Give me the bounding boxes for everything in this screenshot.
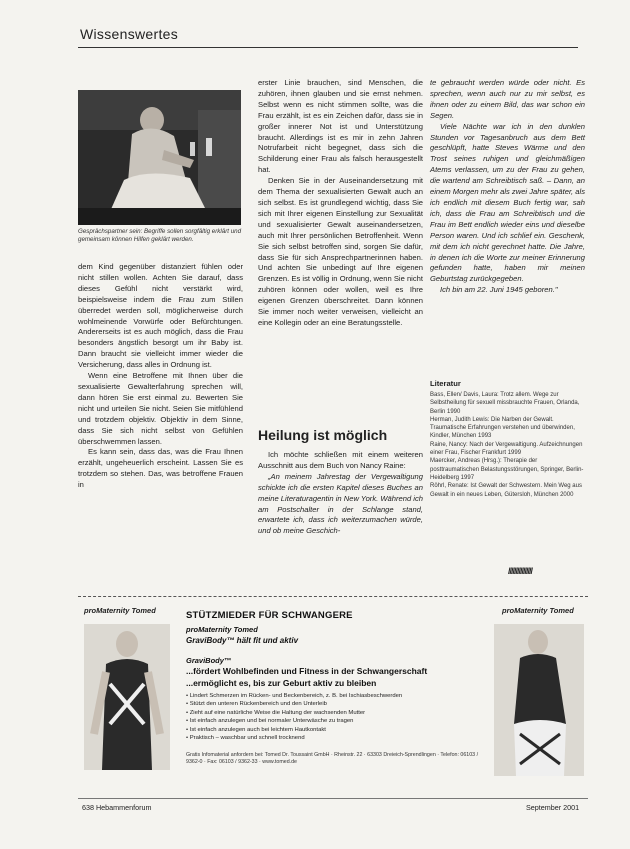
literature-entry: Röhrl, Renate: Ist Gewalt der Schwestern. Mein Weg aus Gewalt in ein neues Leben, Gütersloh, München 2000 (430, 483, 582, 498)
quote-paragraph: Ich bin am 22. Juni 1945 geboren." (440, 285, 558, 295)
footer-rule (78, 798, 588, 799)
ad-brand: proMaternity Tomed (186, 625, 258, 634)
ad-bullet: • Lindert Schmerzen im Rücken- und Beckenbereich, z. B. bei Ischiasbeschwerden (186, 692, 486, 700)
ad-contact: Gratis Infomaterial anfordern bei: Tomed Dr. Toussaint GmbH · Rheinstr. 22 · 63303 Dreieich-Sprendlingen · Telefon: 06103 / 9362-0 · Fax: 06103 / 9362-33 · www.tomed.de (186, 752, 479, 766)
ad-product-name: GraviBody™ (186, 656, 232, 665)
col1-paragraph: Es kann sein, dass das, was die Frau Ihnen erzählt, ungeheuerlich erscheint. Lassen Sie es trotzdem so stehen. Das, was betroffene Frauen in (78, 447, 243, 490)
col2-paragraph: erster Linie brauchen, sind Menschen, die zuhören, ihnen glauben und sie ernst nehmen. Selbst wenn es nicht stimmen sollte, was die Frau erzählt, ist es ein Zeichen dafür, dass sie in großer innerer Not ist und Unterstützung braucht. Allerdings ist es mir in zehn Jahren Notrufarbeit nicht begegnet, dass sich die Schilderung einer Frau als falsch herausgestellt hat. (258, 78, 423, 175)
section-heading: Heilung ist möglich (258, 427, 388, 443)
footer-date: September 2001 (526, 803, 580, 812)
ad-photo-left (84, 624, 170, 770)
header-rule (78, 47, 578, 48)
column-2 (258, 78, 423, 329)
photo-woman-seated (78, 90, 241, 225)
ad-photo-right (494, 624, 584, 776)
end-mark: //////////////// (508, 566, 533, 576)
ad-corner-label-right: proMaternity Tomed (502, 606, 574, 615)
ad-bullet: • Stützt den unteren Rückenbereich und den Unterleib (186, 700, 486, 708)
ad-bullet: • Ist einfach anzulegen auch bei leichtem Hautkontakt (186, 726, 486, 734)
ad-photo-model-left (84, 624, 170, 770)
col1-paragraph: dem Kind gegenüber distanziert fühlen oder nicht stillen wollen. Achten Sie darauf, dass dieses Gefühl nicht verstärkt wird, beispielsweise indem die Frau zum Stillen überredet werden soll, möglicherweise durch wohlmeinende Vorwürfe oder Befürchtungen. Andererseits ist es auch möglich, dass die Frau besonders ängstlich besorgt um ihr Baby ist. Dann braucht sie vielleicht immer wieder die Versicherung, dass alles in Ordnung ist. (78, 262, 243, 370)
ad-bullet: • Zieht auf eine natürliche Weise die Haltung der wachsenden Mutter (186, 709, 486, 717)
footer-page-info: 638 Hebammenforum (82, 803, 152, 812)
col1-paragraph: Wenn eine Betroffene mit Ihnen über die sexualisierte Gewalterfahrung sprechen will, dann hören Sie erst einmal zu. Bewerten Sie nicht und urteilen Sie nicht. Seien Sie mitfühlend und trotzdem objektiv. Objektiv in dem Sinne, dass Sie sich nicht selbst von Gefühlen überschwemmen lassen. (78, 371, 243, 446)
quote-paragraph: Viele Nächte war ich in den dunklen Stunden vor Tagesanbruch aus dem Bett geschlüpft, hatte Steves Wärme und den Trost seines ruhigen und gleichmäßigen Atems verlassen, um zu der Frau zu gehen, die wartend am Schreibtisch saß. – Dann, an einem Morgen mehr als zwei Jahre später, als ich endlich mit diesem Buch fertig war, sah ich, dass die Frau am Schreibtisch und die Frau im Bett endlich wieder eins und dieselbe Person waren. Und ich schlief ein. Geschenk, mit dem ich nicht gerechnet hatte. Die Jahre, in denen ich die Worte zur meiner Erinnerung gefunden hatte, haben mir meinen Geburtstag zurückgegeben. (430, 121, 585, 284)
column-3 (430, 78, 585, 296)
literature-title: Literatur (430, 379, 461, 388)
ad-slogan: GraviBody™ hält fit und aktiv (186, 636, 299, 645)
ad-bullet: • Praktisch – waschbar und schnell trocknend (186, 734, 486, 742)
article-photo (78, 90, 241, 225)
ad-tagline-1: ...fördert Wohlbefinden und Fitness in der Schwangerschaft (186, 666, 428, 676)
photo-caption: Gesprächspartner sein: Begriffe sollen sorgfältig erklärt und gemeinsam können Hilfen geklärt werden. (78, 228, 242, 243)
literature-entry: Maercker, Andreas (Hrsg.): Therapie der posttraumatischen Belastungsstörungen, Springer, Berlin-Heidelberg 1997 (430, 458, 584, 481)
col2-paragraph: Denken Sie in der Auseinandersetzung mit dem Thema der sexualisierten Gewalt auch an sich selbst. Es ist grundlegend wichtig, dass Sie sich mit Ihrer eigenen Einstellung zur Sexualität und sexualisierter Gewalt auseinandersetzen, auch mit Ihrer persönlichen Betroffenheit. Wenn Sie sich selbst betroffen sind, sorgen Sie dafür, dass Sie für sich Ansprechpartnerinnen haben. Und achten Sie unbedingt auf Ihre eigenen Grenzen. Es ist völlig in Ordnung, wenn Sie nicht zuhören können oder wollen, weil es Ihre eigenen Grenzen überschreitet. Dann können Sie immer noch weiter verweisen, vielleicht an eine Kollegin oder an eine Beratungsstelle. (258, 176, 423, 327)
literature-list (430, 391, 585, 499)
literature-entry: Raine, Nancy: Nach der Vergewaltigung. Aufzeichnungen einer Frau, Fischer Frankfurt 1999 (430, 441, 583, 457)
quote-paragraph: „An meinem Jahrestag der Vergewaltigung schickte ich die ersten Kapitel dieses Buches an meine Literaturagentin in New York. Während ich am Postschalter in der Schlange stand, erwartete ich, dass ich weiterzumachen würde, und ob meine Geschich- (258, 471, 423, 536)
literature-entry: Herman, Judith Lewis: Die Narben der Gewalt. Traumatische Erfahrungen verstehen und überwinden, Kindler, München 1993 (430, 416, 575, 440)
column-2-continued (258, 450, 423, 537)
ad-title: STÜTZMIEDER FÜR SCHWANGERE (186, 610, 353, 621)
ad-photo-model-right (494, 624, 584, 776)
quote-paragraph: te gebraucht werden würde oder nicht. Es sprechen, wenn auch nur zu mir selbst, es ihnen oder zu einem Bild, das war schon ein Segen. (430, 78, 585, 120)
col2-paragraph: Ich möchte schließen mit einem weiteren Ausschnitt aus dem Buch von Nancy Raine: (258, 450, 423, 470)
ad-tagline-2: ...ermöglicht es, bis zur Geburt aktiv zu bleiben (186, 678, 377, 688)
section-title: Wissenswertes (80, 26, 179, 42)
column-1 (78, 262, 243, 491)
literature-entry: Bass, Ellen/ Davis, Laura: Trotz allem. Wege zur Selbstheilung für sexuell missbrauchte Frauen, Orlanda, Berlin 1990 (430, 392, 580, 415)
ad-bullet: • Ist einfach anzulegen und bei normaler Unterwäsche zu tragen (186, 717, 486, 725)
ad-bullet-list (186, 692, 486, 742)
ad-corner-label-left: proMaternity Tomed (84, 606, 156, 615)
